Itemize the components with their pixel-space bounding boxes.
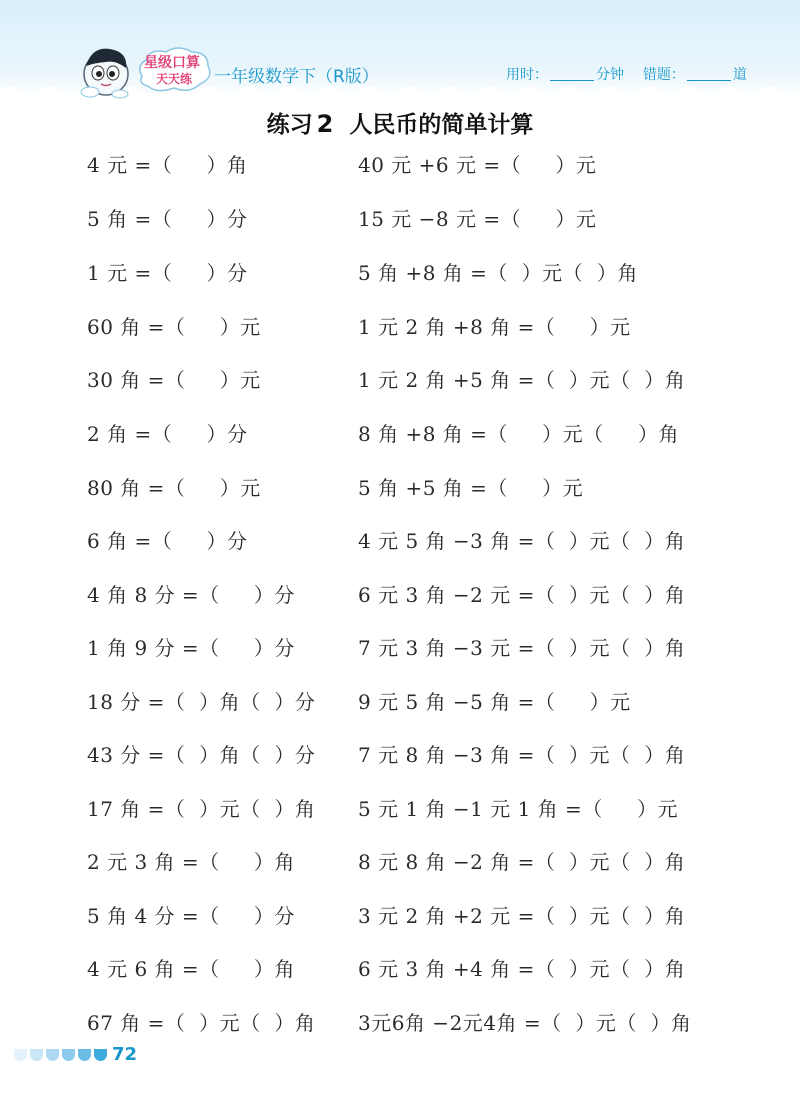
- footer-dot: [30, 1049, 43, 1061]
- footer-dot: [78, 1049, 91, 1061]
- time-error-record: [506, 64, 747, 84]
- exercise-row: [0, 685, 800, 719]
- exercise-row: [0, 792, 800, 826]
- page-title: [0, 106, 800, 139]
- mascot-icon: [76, 40, 138, 102]
- exercise-left: 43 分 =（ ）角（ ）分: [87, 743, 316, 767]
- errors-unit: 道: [732, 67, 747, 83]
- exercise-left: 1 元 =（ ）分: [87, 261, 248, 285]
- exercise-right: 6 元 3 角 −2 元 =（ ）元（ ）角: [358, 583, 686, 607]
- exercise-left: 60 角 =（ ）元: [87, 315, 261, 339]
- title-number: 2: [316, 110, 334, 138]
- exercise-left: 4 元 =（ ）角: [87, 153, 248, 177]
- minute-label: 分钟: [596, 67, 624, 83]
- exercise-row: [0, 417, 800, 451]
- time-label: 用时：: [506, 67, 548, 83]
- exercise-left: 18 分 =（ ）角（ ）分: [87, 690, 316, 714]
- exercise-right: 1 元 2 角 +8 角 =（ ）元: [358, 315, 631, 339]
- exercise-left: 80 角 =（ ）元: [87, 476, 261, 500]
- exercise-row: [0, 524, 800, 558]
- exercise-right: 5 角 +8 角 =（ ）元（ ）角: [358, 261, 638, 285]
- exercise-row: [0, 148, 800, 182]
- page-number: 72: [112, 1044, 138, 1065]
- page-footer: [14, 1044, 174, 1068]
- exercise-right: 1 元 2 角 +5 角 =（ ）元（ ）角: [358, 368, 686, 392]
- footer-dot: [94, 1049, 107, 1061]
- footer-dot: [46, 1049, 59, 1061]
- exercise-right: 40 元 +6 元 =（ ）元: [358, 153, 597, 177]
- exercise-right: 8 角 +8 角 =（ ）元（ ）角: [358, 422, 679, 446]
- brand-subtitle: 天天练: [156, 72, 193, 86]
- exercise-left: 17 角 =（ ）元（ ）角: [87, 797, 316, 821]
- errors-blank[interactable]: [687, 66, 731, 81]
- time-blank[interactable]: [550, 66, 594, 81]
- exercise-right: 5 角 +5 角 =（ ）元: [358, 476, 584, 500]
- exercise-row: [0, 471, 800, 505]
- exercise-right: 8 元 8 角 −2 角 =（ ）元（ ）角: [358, 850, 686, 874]
- page-header: [0, 0, 800, 100]
- footer-dot: [62, 1049, 75, 1061]
- grade-label: 一年级数学下（R版）: [214, 67, 379, 87]
- exercise-left: 1 角 9 分 =（ ）分: [87, 636, 295, 660]
- exercise-row: [0, 310, 800, 344]
- exercise-left: 67 角 =（ ）元（ ）角: [87, 1011, 316, 1035]
- exercise-row: [0, 631, 800, 665]
- brand-title: 星级口算: [144, 55, 200, 71]
- exercise-right: 4 元 5 角 −3 角 =（ ）元（ ）角: [358, 529, 686, 553]
- exercise-right: 6 元 3 角 +4 角 =（ ）元（ ）角: [358, 957, 686, 981]
- footer-dot: [14, 1049, 27, 1061]
- exercise-left: 4 元 6 角 =（ ）角: [87, 957, 295, 981]
- exercise-left: 2 元 3 角 =（ ）角: [87, 850, 295, 874]
- exercise-row: [0, 952, 800, 986]
- exercise-row: [0, 738, 800, 772]
- exercise-right: 5 元 1 角 −1 元 1 角 =（ ）元: [358, 797, 679, 821]
- title-text: 人民币的简单计算: [349, 112, 534, 138]
- title-prefix: 练习: [266, 112, 313, 138]
- exercise-left: 6 角 =（ ）分: [87, 529, 248, 553]
- exercise-left: 5 角 4 分 =（ ）分: [87, 904, 295, 928]
- exercise-row: [0, 578, 800, 612]
- exercise-row: [0, 1006, 800, 1040]
- exercise-right: 9 元 5 角 −5 角 =（ ）元: [358, 690, 631, 714]
- exercise-row: [0, 845, 800, 879]
- errors-label: 错题：: [642, 67, 685, 83]
- exercise-right: 7 元 3 角 −3 元 =（ ）元（ ）角: [358, 636, 686, 660]
- exercise-row: [0, 363, 800, 397]
- exercise-left: 5 角 =（ ）分: [87, 207, 248, 231]
- exercise-row: [0, 256, 800, 290]
- exercise-right: 3 元 2 角 +2 元 =（ ）元（ ）角: [358, 904, 686, 928]
- exercise-row: [0, 899, 800, 933]
- brand-logo: [134, 46, 214, 94]
- exercise-left: 4 角 8 分 =（ ）分: [87, 583, 295, 607]
- exercise-right: 15 元 −8 元 =（ ）元: [358, 207, 597, 231]
- exercise-right: 3元6角 −2元4角 =（ ）元（ ）角: [358, 1011, 692, 1035]
- exercise-right: 7 元 8 角 −3 角 =（ ）元（ ）角: [358, 743, 686, 767]
- exercise-left: 30 角 =（ ）元: [87, 368, 261, 392]
- exercise-row: [0, 202, 800, 236]
- exercise-left: 2 角 =（ ）分: [87, 422, 248, 446]
